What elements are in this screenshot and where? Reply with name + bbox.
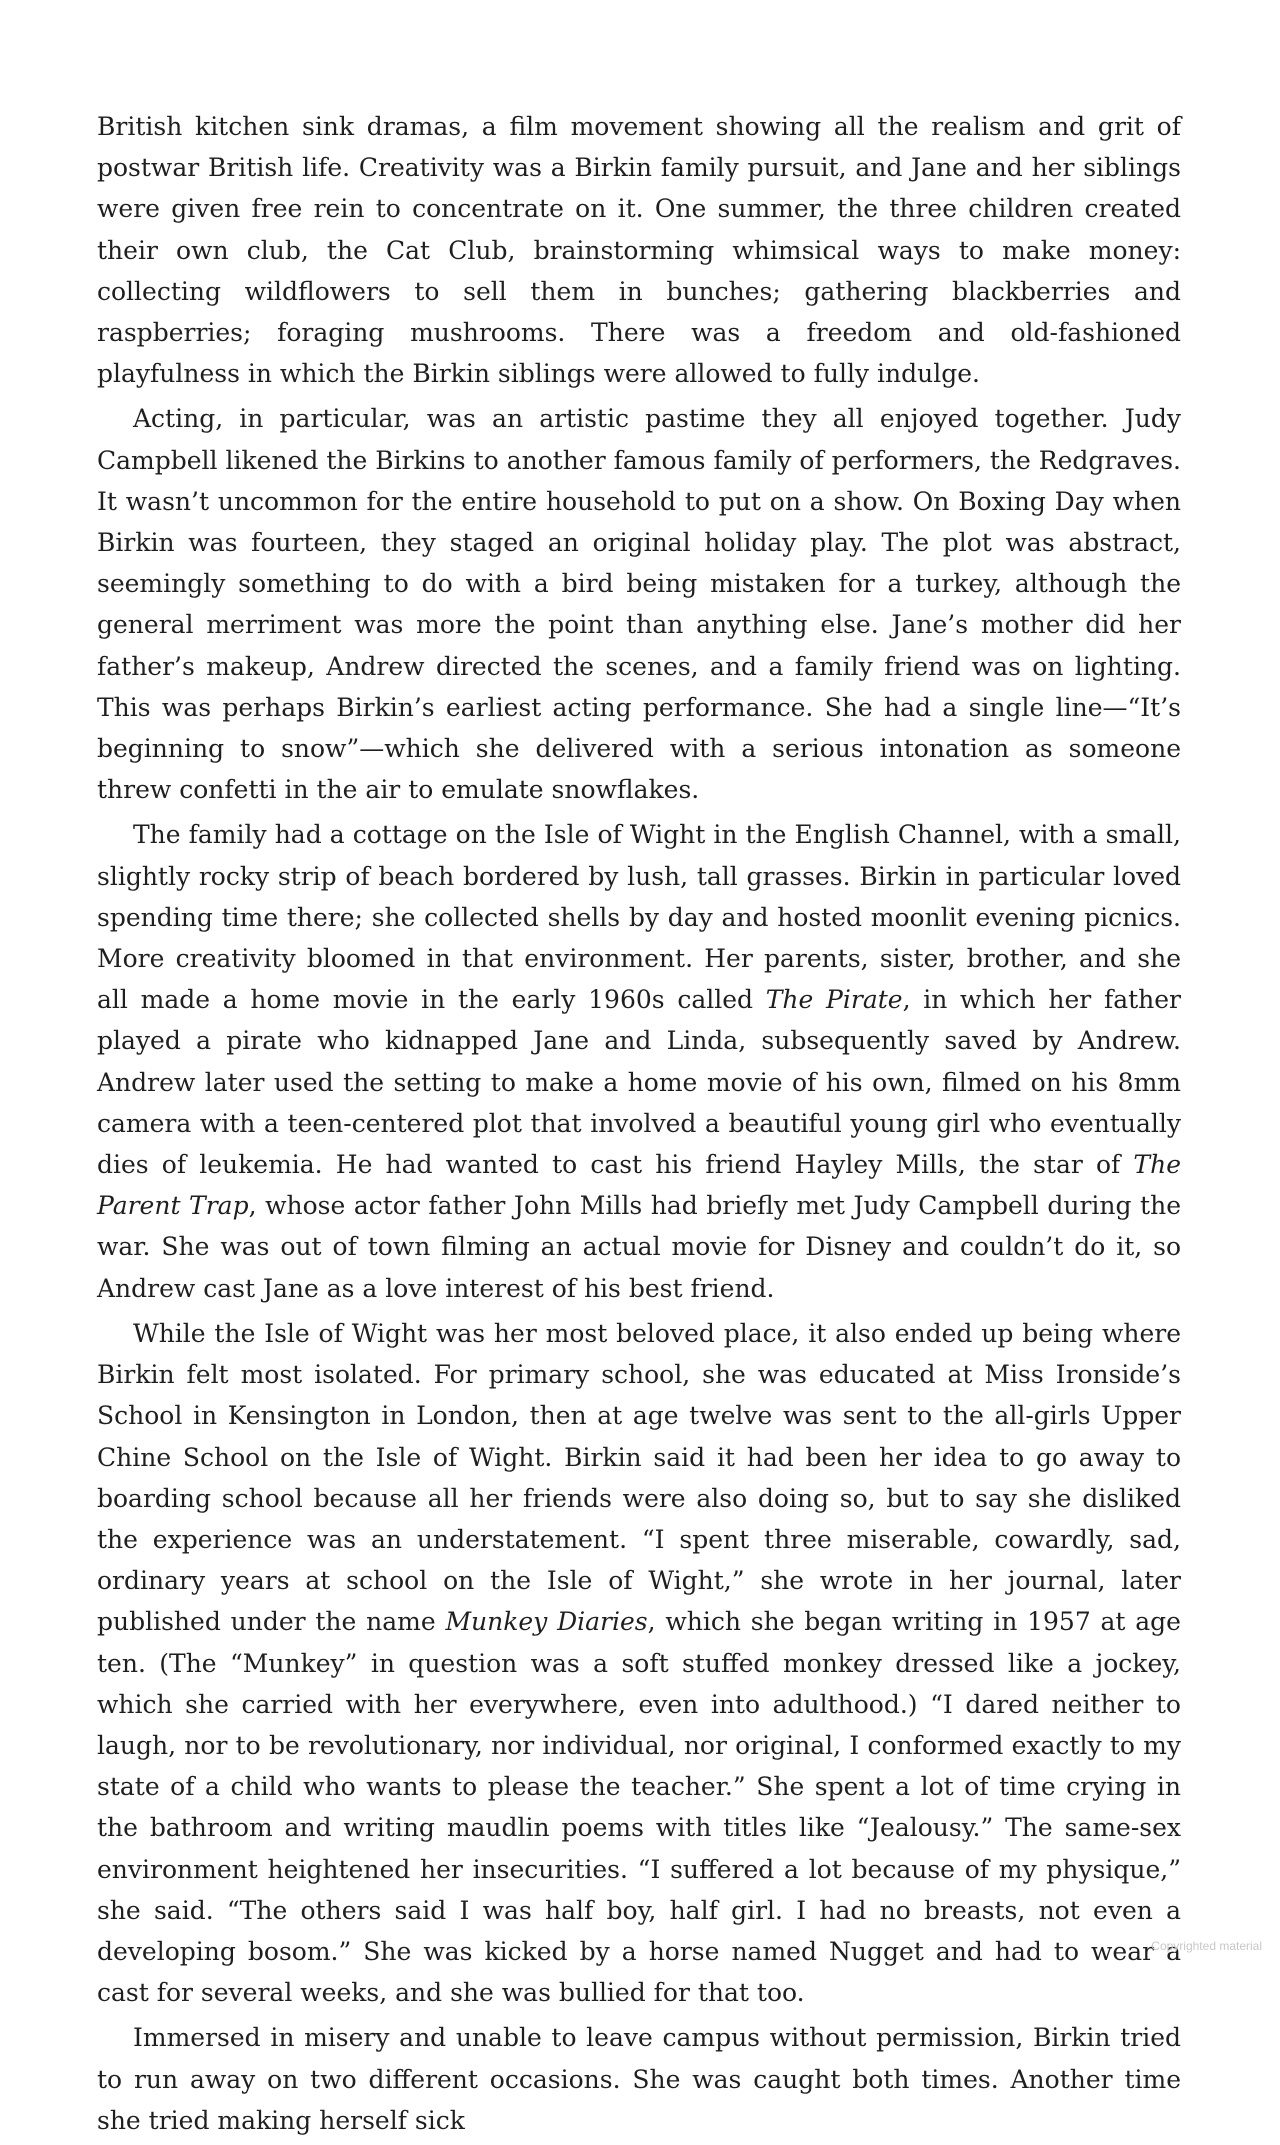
paragraph-text: The family had a cottage on the Isle of Wight in the English Channel, with a small, slightly rocky strip of beach bordered by lush, tall grasses. Birkin in particular loved spending time there; she collected shells by day and hosted moonlit evening picnics. More creativity bloomed in that environment. Her parents, sister, brother, and she all made a home movie in the early 1960s called (97, 820, 1181, 1015)
italic-title-text: The Parent Trap (97, 1150, 1181, 1221)
paragraph-text: , in which her father played a pirate who kidnapped Jane and Linda, subsequently saved by Andrew. Andrew later used the setting to make a home movie of his own, filmed on his 8mm camera with a teen-centered plot that involved a beautiful young girl who eventually dies of leukemia. He had wanted to cast his friend Hayley Mills, the star of (97, 985, 1182, 1180)
paragraph-text: While the Isle of Wight was her most beloved place, it also ended up being where Birkin felt most isolated. For primary school, she was educated at Miss Ironside’s School in Kensington in London, then at age twelve was sent to the all-girls Upper Chine School on the Isle of Wight. Birkin said it had been her idea to go away to boarding school because all her friends were also doing so, but to say she disliked the experience was an understatement. “I spent three miserable, cowardly, sad, ordinary years at school on the Isle of Wight,” she wrote in her journal, later published under the name (97, 1318, 1181, 1637)
body-paragraph (97, 2017, 1181, 2141)
italic-title-text: Munkey Diaries (445, 1607, 648, 1637)
italic-title-text: The Pirate (765, 985, 903, 1015)
body-paragraph (97, 398, 1181, 810)
paragraph-text: Acting, in particular, was an artistic pastime they all enjoyed together. Judy Campbell likened the Birkins to another famous family of performers, the Redgraves. It wasn’t uncommon for the entire household to put on a show. On Boxing Day when Birkin was fourteen, they staged an original holiday play. The plot was abstract, seemingly something to do with a bird being mistaken for a turkey, although the general merriment was more the point than anything else. Jane’s mother did her father’s makeup, Andrew directed the scenes, and a family friend was on lighting. This was perhaps Birkin’s earliest acting performance. She had a single line—“It’s beginning to snow”—which she delivered with a serious intonation as someone threw confetti in the air to emulate snowflakes. (97, 404, 1181, 805)
body-paragraph (97, 106, 1181, 394)
paragraph-text: British kitchen sink dramas, a film movement showing all the realism and grit of postwar British life. Creativity was a Birkin family pursuit, and Jane and her siblings were given free rein to concentrate on it. One summer, the three children created their own club, the Cat Club, brainstorming whimsical ways to make money: collecting wildflowers to sell them in bunches; gathering blackberries and raspberries; foraging mushrooms. There was a freedom and old-fashioned playfulness in which the Birkin siblings were allowed to fully indulge. (97, 112, 1181, 389)
copyright-watermark: Copyrighted material (1151, 1939, 1262, 1953)
paragraph-text: , which she began writing in 1957 at age ten. (The “Munkey” in question was a soft stuffed monkey dressed like a jockey, which she carried with her everywhere, even into adulthood.) “I dared neither to laugh, nor to be revolutionary, nor individual, nor original, I conformed exactly to my state of a child who wants to please the teacher.” She spent a lot of time crying in the bathroom and writing maudlin poems with titles like “Jealousy.” The same-sex environment heightened her insecurities. “I suffered a lot because of my physique,” she said. “The others said I was half boy, half girl. I had no breasts, not even a developing bosom.” She was kicked by a horse named Nugget and had to wear a cast for several weeks, and she was bullied for that too. (97, 1607, 1181, 2008)
body-paragraph (97, 1313, 1181, 2013)
body-paragraph (97, 814, 1181, 1308)
paragraph-text: , whose actor father John Mills had briefly met Judy Campbell during the war. She was out of town filming an actual movie for Disney and couldn’t do it, so Andrew cast Jane as a love interest of his best friend. (97, 1191, 1181, 1303)
paragraph-text: Immersed in misery and unable to leave campus without permission, Birkin tried to run away on two different occasions. She was caught both times. Another time she tried making herself sick (97, 2023, 1181, 2135)
book-page-body (97, 106, 1181, 2145)
